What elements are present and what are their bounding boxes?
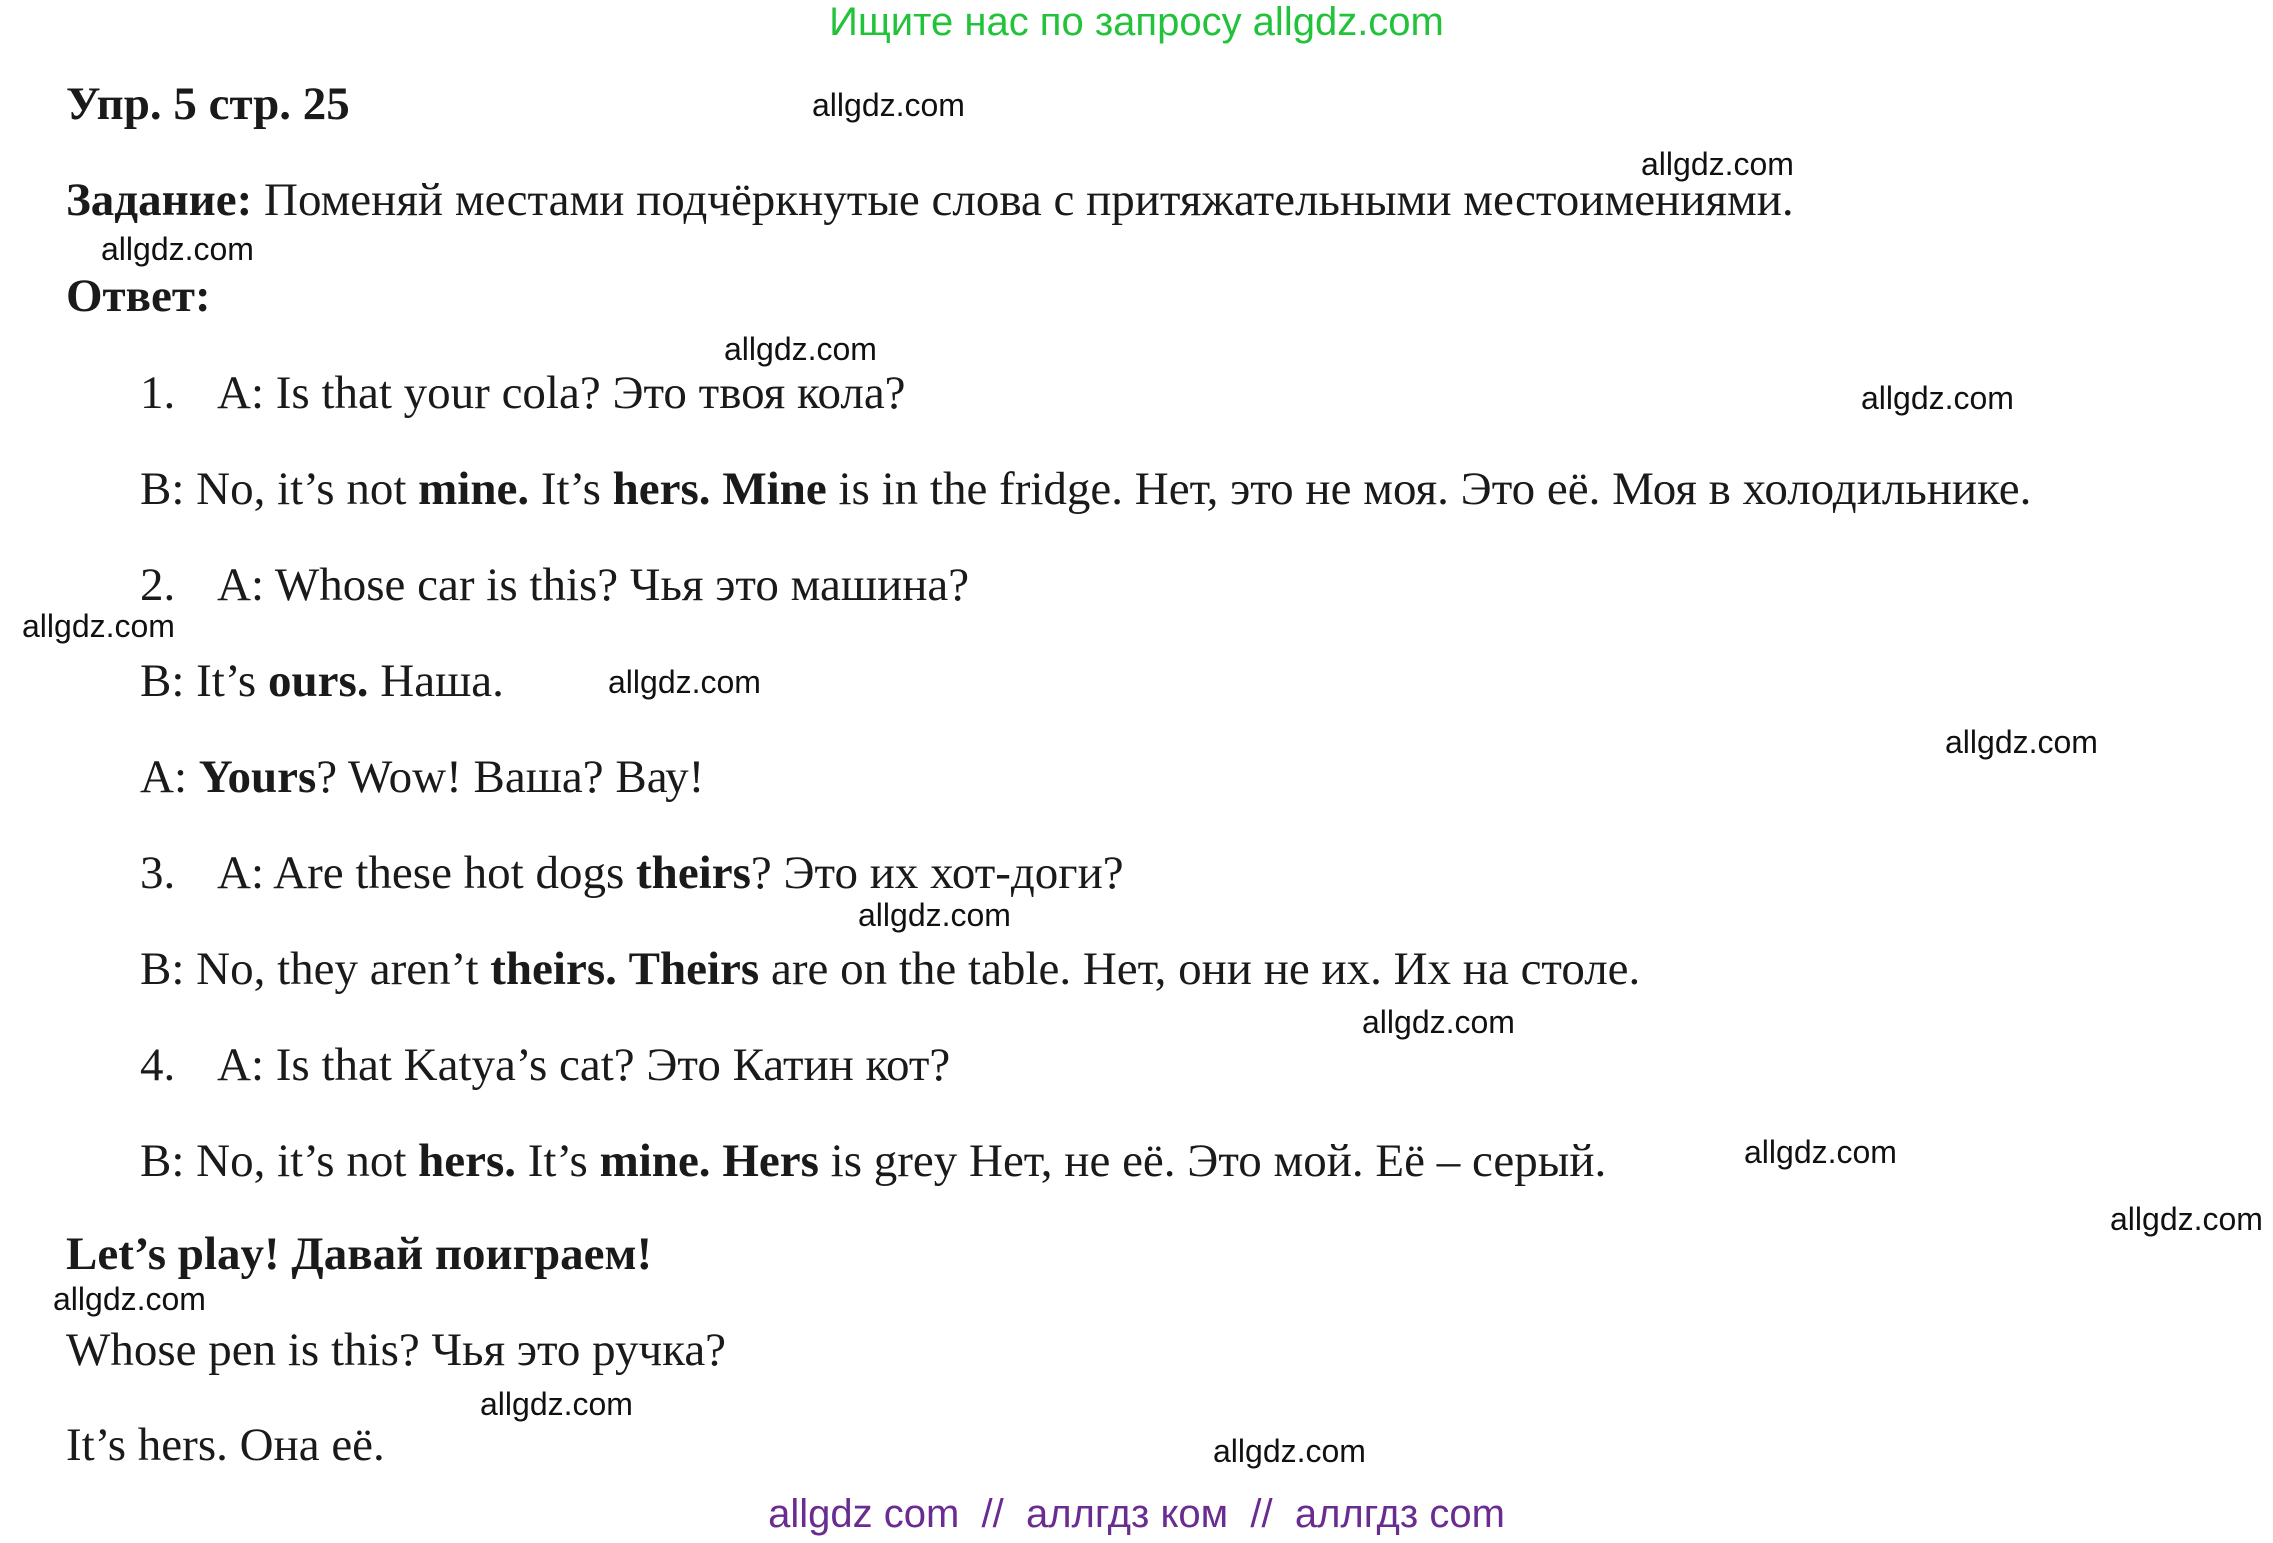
dialogue-4-answer (140, 1133, 1606, 1189)
watermark: allgdz.com (608, 664, 761, 700)
dialogue-2-question (140, 557, 969, 613)
answer-text: are on the table. Нет, они не их. Их на столе. (759, 943, 1641, 995)
answer-bold: hers. (612, 463, 711, 515)
dialogue-1-question (140, 365, 906, 421)
answer-text: B: No, it’s not (140, 463, 419, 515)
question-text: ? Это их хот-доги? (750, 847, 1124, 899)
reply-bold: Yours (198, 751, 317, 803)
watermark: allgdz.com (53, 1281, 206, 1317)
dialogue-3-answer (140, 941, 1640, 997)
watermark: allgdz.com (101, 231, 254, 267)
watermark: allgdz.com (2110, 1201, 2263, 1237)
play-line-2: It’s hers. Она её. (66, 1419, 385, 1471)
answer-bold: Theirs (628, 943, 760, 995)
watermark: allgdz.com (1641, 146, 1794, 182)
answer-bold: ours. (267, 655, 369, 707)
watermark: allgdz.com (812, 87, 965, 123)
question-text: A: Is that your cola? Это твоя кола? (217, 367, 906, 419)
watermark: allgdz.com (1744, 1134, 1897, 1170)
answer-text: is grey Нет, не её. Это мой. Её – серый. (818, 1135, 1607, 1187)
dialogue-number: 3. (140, 847, 176, 899)
task-line (66, 172, 1794, 228)
answer-bold: mine. (599, 1135, 711, 1187)
answer-text: B: No, they aren’t (140, 943, 491, 995)
task-label: Задание: (66, 174, 253, 226)
watermark: allgdz.com (1945, 724, 2098, 760)
watermark: allgdz.com (1362, 1004, 1515, 1040)
task-text: Поменяй местами подчёркнутые слова с притяжательными местоимениями. (252, 174, 1794, 226)
dialogue-number: 2. (140, 559, 176, 611)
watermark: allgdz.com (1861, 380, 2014, 416)
play-line-1: Whose pen is this? Чья это ручка? (66, 1324, 727, 1376)
dialogue-3-question (140, 845, 1124, 901)
dialogue-1-answer (140, 461, 2031, 517)
watermark: allgdz.com (480, 1386, 633, 1422)
reply-text: ? Wow! Ваша? Вау! (316, 751, 705, 803)
question-bold: theirs (636, 847, 751, 899)
play-heading: Let’s play! Давай поиграем! (66, 1228, 653, 1280)
dialogue-number: 1. (140, 367, 176, 419)
answer-bold: Mine (722, 463, 827, 515)
footer-watermark: allgdz com // аллгдз ком // аллгдз com (768, 1492, 1505, 1536)
dialogue-2-reply (140, 749, 704, 805)
answer-text: Наша. (368, 655, 504, 707)
watermark: allgdz.com (22, 608, 175, 644)
answer-bold: Hers (722, 1135, 819, 1187)
question-text: A: Whose car is this? Чья это машина? (217, 559, 970, 611)
answer-label: Ответ: (66, 270, 211, 322)
reply-text: A: (140, 751, 199, 803)
answer-text: It’s (516, 1135, 600, 1187)
question-text: A: Is that Katya’s cat? Это Катин кот? (217, 1039, 951, 1091)
search-banner: Ищите нас по запросу allgdz.com (829, 0, 1444, 44)
watermark: allgdz.com (858, 897, 1011, 933)
watermark: allgdz.com (724, 331, 877, 367)
question-text: A: Are these hot dogs (217, 847, 637, 899)
answer-text: B: It’s (140, 655, 268, 707)
answer-text: is in the fridge. Нет, это не моя. Это её. Моя в холодильнике. (826, 463, 2032, 515)
answer-text (711, 463, 723, 515)
dialogue-number: 4. (140, 1039, 176, 1091)
dialogue-4-question (140, 1037, 950, 1093)
answer-text (617, 943, 629, 995)
answer-bold: theirs. (490, 943, 617, 995)
answer-bold: hers. (418, 1135, 517, 1187)
answer-text (711, 1135, 723, 1187)
exercise-title: Упр. 5 стр. 25 (66, 78, 350, 130)
watermark: allgdz.com (1213, 1433, 1366, 1469)
answer-text: It’s (529, 463, 613, 515)
answer-bold: mine. (418, 463, 530, 515)
answer-text: B: No, it’s not (140, 1135, 419, 1187)
dialogue-2-answer (140, 653, 504, 709)
